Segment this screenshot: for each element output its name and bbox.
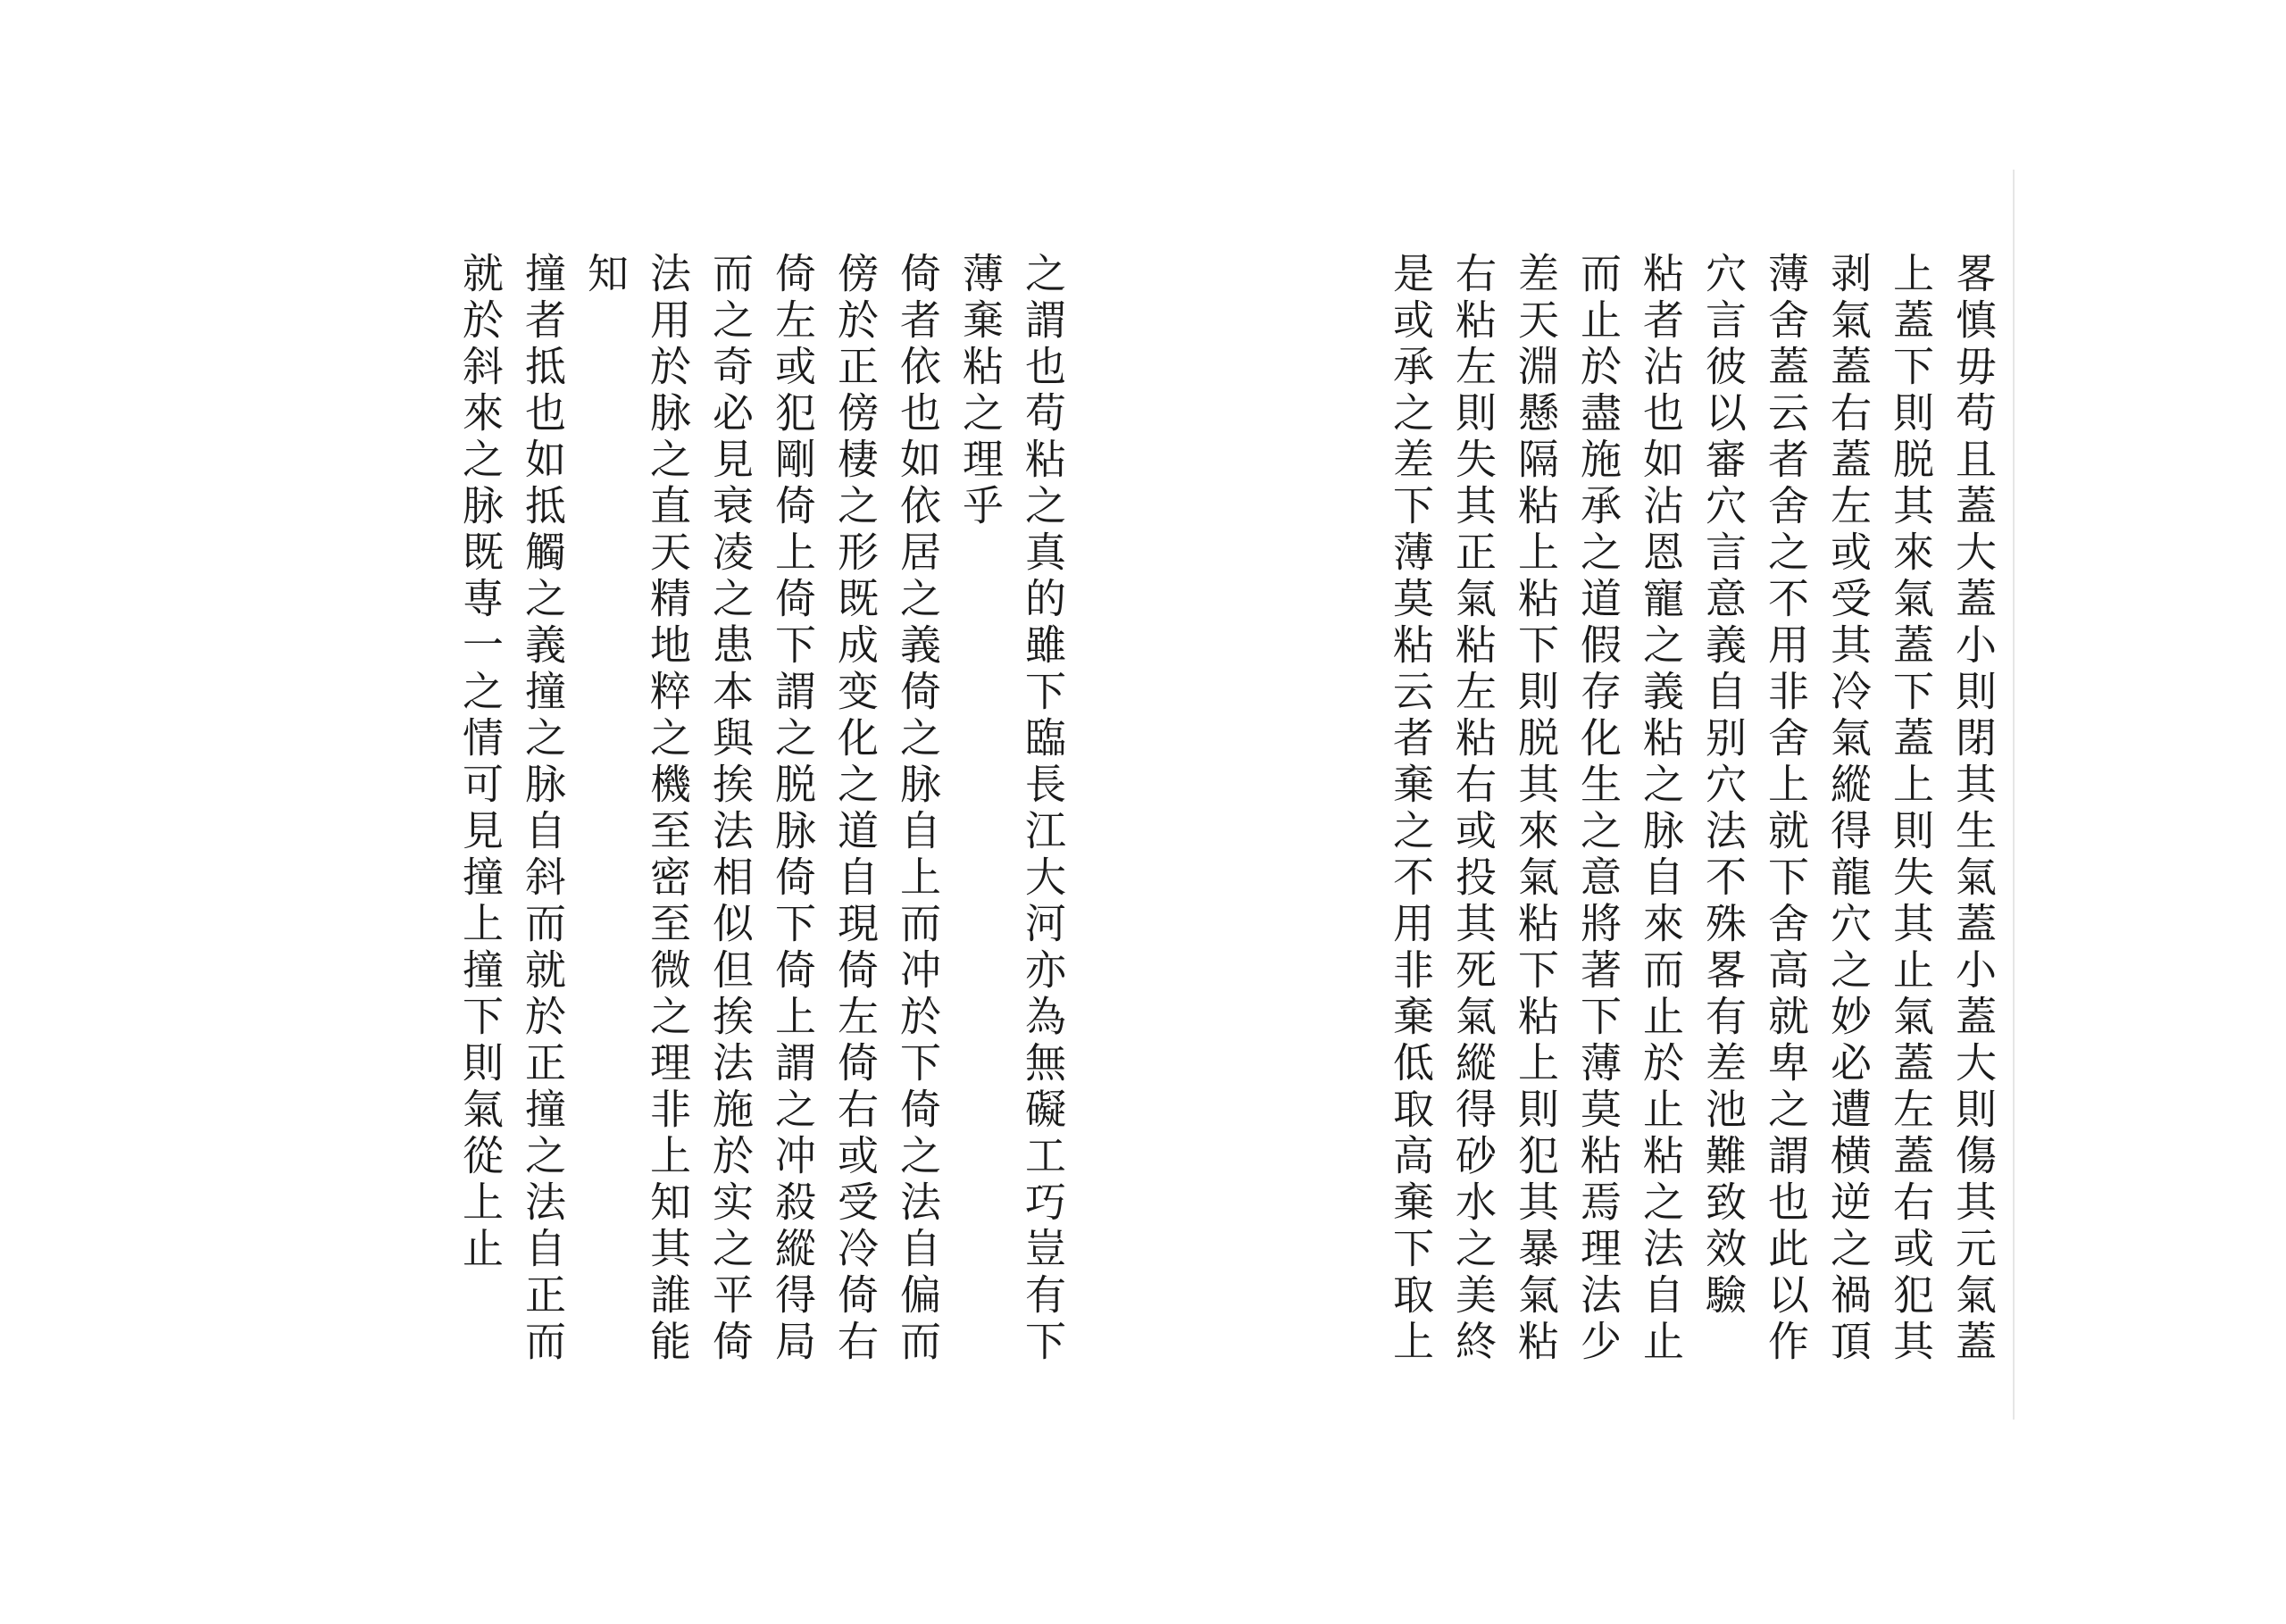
text-column: 法用於脉之直天精地粹之機至密至微之理非上知其誰能	[644, 252, 692, 1366]
text-column: 薄舍蓋云者舍之不用非舍上就下舍高就卑之謂也此以作	[1762, 252, 1810, 1366]
text-column: 而止於盡施承之道假存化生之意將著下薄莫粘焉理法少	[1574, 252, 1623, 1366]
text-column: 倚左或犯剛倚上倚下謂之脱脉倚下倚上謂之冲殺縱得局	[769, 252, 817, 1366]
text-column: 倚者依也如依居之義倚之脉自上而冲於下倚之法自偏而	[894, 252, 942, 1366]
text-column: 穴言彼以審穴言意義自别穴法不殊畧有差池難致效驗	[1699, 252, 1748, 1320]
text-column: 知	[581, 252, 630, 298]
text-column: 差天淵懸隔粘上粘下則脱其來氣粘下粘上則犯其暴氣粘	[1512, 252, 1560, 1366]
text-column: 剥氣蓋右蓋左或受其冷氣縱得龍穴之妙必遭横逆之禍頂	[1824, 252, 1873, 1366]
text-column: 之謂也苟粘之真的雖下臨長江大河亦為無礙工巧豈有下	[1019, 252, 1067, 1366]
text-column: 薄棄粘之理乎	[956, 252, 1005, 530]
text-column: 傍於正傍棲之形既成变化之道自現倚左倚右或受冷倚右	[831, 252, 880, 1366]
text-column: 粘者沾也如沾恩寵之義粘之脉自來而止於止粘之法自止	[1637, 252, 1685, 1366]
text-column: 而之奇必見衰凌之患本與挨法相似但挨法施於实之平倚	[706, 252, 755, 1366]
text-column: 右粘左則失其正氣粘左粘右或投其死氣縱得砂水之美終	[1449, 252, 1498, 1366]
text-column: 畧慎毋苟且蓋大蓋小則閉其生氣蓋小蓋大則傷其元氣蓋	[1949, 252, 1998, 1366]
page-edge-line	[2013, 170, 2015, 1420]
text-column: 撞者抵也如抵觸之義撞之脉自斜而就於正撞之法自正而	[519, 252, 567, 1366]
text-column: 是或承之差下薄莫粘云者棄之不用非棄低取高棄下取上	[1387, 252, 1435, 1366]
text-column: 上蓋下則脱其來氣蓋下蓋上則失其止氣蓋左蓋右或犯其	[1887, 252, 1935, 1366]
text-column: 就於斜來之脉既専一之情可見撞上撞下則氣從上止	[456, 252, 505, 1273]
right-page	[1143, 0, 2286, 1624]
